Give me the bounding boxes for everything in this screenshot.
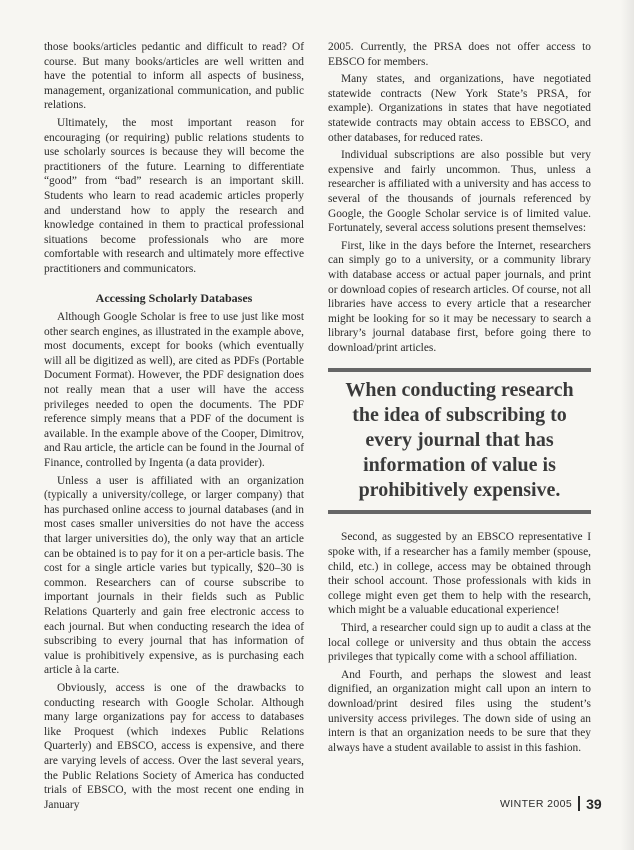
- paragraph: Although Google Scholar is free to use just like most other search engines, as illustrated in the example above, most documents, except for books (which eventually will all be digitized as well), are cited as PDFs (Portable Document Format). However, the PDF designation does not really mean that a user will have the access privileges needed to open the documents. The PDF reference simply means that a PDF of the document is available. In the example above of the Cooper, Dimitrov, and Rau article, the article can be found in the Journal of Finance, controlled by Ingenta (a data provider).: [44, 311, 304, 470]
- paragraph: First, like in the days before the Internet, researchers can simply go to a university, or a community library with database access or actual paper journals, and print or download copies of research articles. Of course, not all libraries have access to every article that a researcher might be looking for so it may be necessary to search a library’s journal database first, before going there to download/print articles.: [328, 239, 591, 354]
- right-column: [328, 40, 591, 758]
- paragraph: Second, as suggested by an EBSCO representative I spoke with, if a researcher has a family member (spouse, child, etc.) in college, access may be obtained through their school account. Those professionals with kids in college might even get them to help with the research, which might be a valuable educational experience!: [328, 531, 591, 617]
- left-column: [44, 40, 304, 815]
- paragraph: Individual subscriptions are also possible but very expensive and fairly uncommon. Thus, unless a researcher is affiliated with a university and has access to several of the thousands of journals referenced by Google, the Google Scholar service is of limited value. Fortunately, several access solutions present themselves:: [328, 149, 591, 235]
- paragraph: Ultimately, the most important reason for encouraging (or requiring) public relations students to use scholarly sources is because they will become the practitioners of the future. Learning to differentiate “good” from “bad” research is an important skill. Students who learn to read academic articles properly and understand how to apply the research and knowledge contained in them to practical professional situations become professionals who are more comfortable with research and ultimately more effective practitioners and communicators.: [44, 116, 304, 275]
- issue-label: WINTER 2005: [500, 797, 573, 810]
- pull-quote: When conducting research the idea of subscribing to every journal that has information of value is prohibitively expensive.: [328, 368, 591, 514]
- page-number: 39: [586, 795, 602, 812]
- paragraph: Obviously, access is one of the drawbacks to conducting research with Google Scholar. Although many large organizations pay for access to databases like Proquest (which indexes Public Relations Quarterly) and EBSCO, access is expensive, and there are varying levels of access. Over the last several years, the Public Relations Society of America has conducted trials of EBSCO, with the most recent one ending in January: [44, 681, 304, 811]
- paragraph: 2005. Currently, the PRSA does not offer access to EBSCO for members.: [328, 41, 591, 68]
- section-heading: Accessing Scholarly Databases: [95, 290, 253, 305]
- footer-divider: [578, 796, 580, 811]
- page-edge-shadow: [620, 0, 634, 850]
- paragraph: those books/articles pedantic and difficult to read? Of course. But many books/articles are well written and have the potential to inform all aspects of business, management, organizational communication, and public relations.: [44, 41, 304, 112]
- paragraph: Unless a user is affiliated with an organization (typically a university/college, or larger company) that has purchased online access to journal databases (and in most cases smaller universities do not have the access that larger universities do), the only way that an article can be obtained is to pay for it on a per-article basis. The cost for a single article varies but typically, $20–30 is common. Researchers can of course subscribe to important journals in their fields such as Public Relations Quarterly and gain free electronic access to each journal. But when conducting research the idea of subscribing to every journal that has information of value is prohibitively expensive, as is purchasing each article à la carte.: [44, 474, 304, 677]
- paragraph: Many states, and organizations, have negotiated statewide contracts (New York State’s PRSA, for example). Organizations in states that have negotiated statewide contracts may obtain access to EBSCO, and other databases, for reduced rates.: [328, 73, 591, 144]
- paragraph: Third, a researcher could sign up to audit a class at the local college or university and thus obtain the access privileges that typically come with a school affiliation.: [328, 622, 591, 664]
- page-footer: [500, 795, 602, 813]
- paragraph: And Fourth, and perhaps the slowest and least dignified, an organization might call upon an intern to download/print desired files using the student’s university access privileges. The down side of using an intern is that an organization needs to be sure that they always have a student available to assist in this fashion.: [328, 668, 591, 754]
